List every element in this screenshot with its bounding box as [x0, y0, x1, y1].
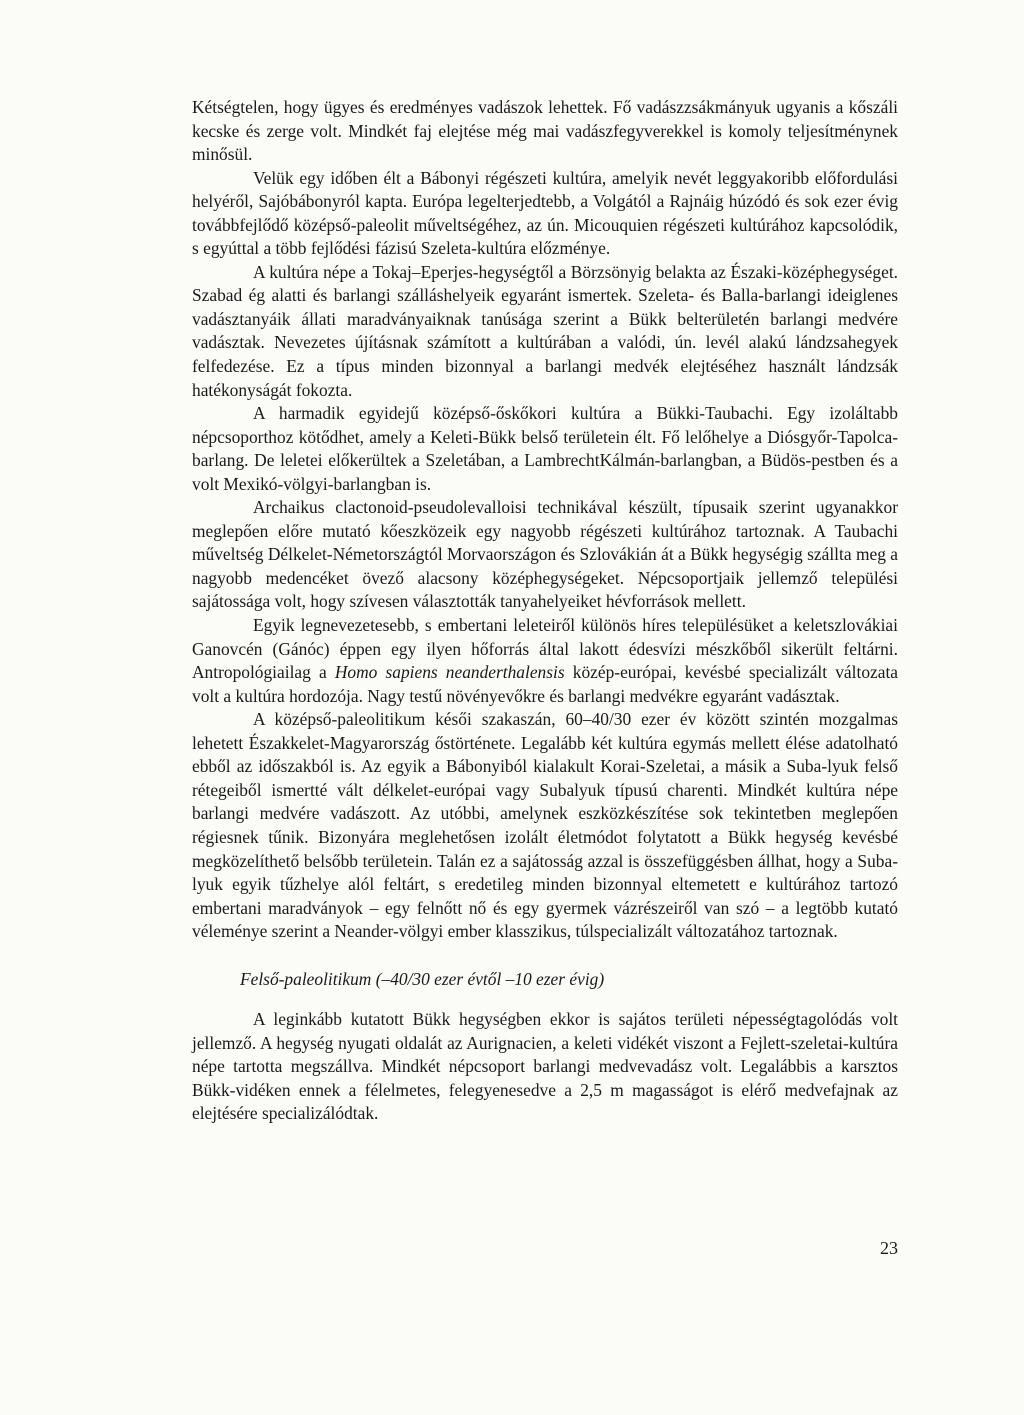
paragraph: Kétségtelen, hogy ügyes és eredményes vadászok lehettek. Fő vadászzsákmányuk ugyanis a kőszáli kecske és zerge volt. Mindkét faj elejtése még mai vadászfegyverekkel is komoly teljesítménynek minősül. — [192, 97, 898, 165]
paragraph — [192, 614, 898, 708]
body-text — [192, 96, 898, 1126]
text-run: Egyik legnevezetesebb, s embertani leleteiről különös híres településüket a keletszlovákiai Ganovcén (Gánóc) éppen egy ilyen hőforrás által lakott édesvízi mészkőből sikerült feltárni. Antropológiailag a — [192, 615, 898, 683]
paragraph: A kultúra népe a Tokaj–Eperjes-hegységtől a Börzsönyig belakta az Északi-középhegységet. Szabad ég alatti és barlangi szálláshelyeik egyaránt ismertek. Szeleta- és Balla-barlangi ideiglenes vadásztanyáik állati maradványaiknak tanúsága szerint a Bükk belterületén barlangi medvére vadásztak. Nevezetes újításnak számított a kultúrában a valódi, ún. levél alakú lándzsahegyek felfedezése. Ez a típus minden bizonnyal a barlangi medvék elejtéséhez használt lándzsák hatékonyságát fokozta. — [192, 261, 898, 400]
paragraph: A középső-paleolitikum késői szakaszán, 60–40/30 ezer év között szintén mozgalmas lehetett Északkelet-Magyarország őstörténete. Legalább két kultúra egymás mellett élése adatolható ebből az időszakból is. Az egyik a Bábonyiból kialakult Korai-Szeletai, a másik a Suba-lyuk felső rétegeiből ismertté vált délkelet-európai vagy Subalyuk típusú charenti. Mindkét kultúra népe barlangi medvére vadászott. Az utóbbi, amelynek eszközkészítése sok tekintetben meglepően régiesnek tűnik. Bizonyára meglehetősen izolált életmódot folytatott a Bükk hegység kevésbé megközelíthető belsőbb területein. Talán ez a sajátosság azzal is összefüggésben állhat, hogy a Suba-lyuk egyik tűzhelye alól feltárt, s eredetileg minden bizonnyal eltemetett e kultúrához tartozó embertani maradványok – egy felnőtt nő és egy gyermek vázrészeiről van szó – a legtöbb kutató véleménye szerint a Neander-völgyi ember klasszikus, túlspecializált változatához tartoznak. — [192, 709, 898, 942]
species-name: Homo sapiens neanderthalensis — [334, 662, 565, 683]
page-number: 23 — [880, 1238, 898, 1258]
text-run: közép-európai, kevésbé specializált változata volt a kultúra hordozója. Nagy testű növényevőkre és barlangi medvékre egyaránt vadásztak. — [192, 662, 898, 706]
paragraph: Archaikus clactonoid-pseudolevalloisi technikával készült, típusaik szerint ugyanakkor meglepően előre mutató kőeszközeik egy nagyobb régészeti kultúrához tartoznak. A Taubachi műveltség Délkelet-Németországtól Morvaországon és Szlovákián át a Bükk hegységig szállta meg a nagyobb medencéket övező alacsony középhegységeket. Népcsoportjaik jellemző települési sajátossága volt, hogy szívesen választották tanyahelyeiket hévforrások mellett. — [192, 497, 898, 612]
paragraph: Velük egy időben élt a Bábonyi régészeti kultúra, amelyik nevét leggyakoribb előfordulási helyéről, Sajóbábonyról kapta. Európa legelterjedtebb, a Volgától a Rajnáig húzódó és sok ezer évig továbbfejlődő középső-paleolit műveltségéhez, az ún. Micouquien régészeti kultúrához kapcsolódik, s egyúttal a több fejlődési fázisú Szeleta-kultúra előzménye. — [192, 167, 898, 259]
section-heading: Felső-paleolitikum (–40/30 ezer évtől –10 ezer évig) — [240, 968, 605, 989]
paragraph: A harmadik egyidejű középső-őskőkori kultúra a Bükki-Taubachi. Egy izoláltabb népcsoporthoz kötődhet, amely a Keleti-Bükk belső területein élt. Fő lelőhelye a Diósgyőr-Tapolca-barlang. De leletei előkerültek a Szeletában, a LambrechtKálmán-barlangban, a Büdös-pestben és a volt Mexikó-völgyi-barlangban is. — [192, 403, 898, 494]
paragraph: A leginkább kutatott Bükk hegységben ekkor is sajátos területi népességtagolódás volt jellemző. A hegység nyugati oldalát az Aurignacien, a keleti vidékét viszont a Fejlett-szeletai-kultúra népe tartotta megszállva. Mindkét népcsoport barlangi medvevadász volt. Legalábbis a karsztos Bükk-vidéken ennek a félelmetes, felegyenesedve a 2,5 m magasságot is elérő medvefajnak az elejtésére specializálódtak. — [192, 1009, 898, 1124]
